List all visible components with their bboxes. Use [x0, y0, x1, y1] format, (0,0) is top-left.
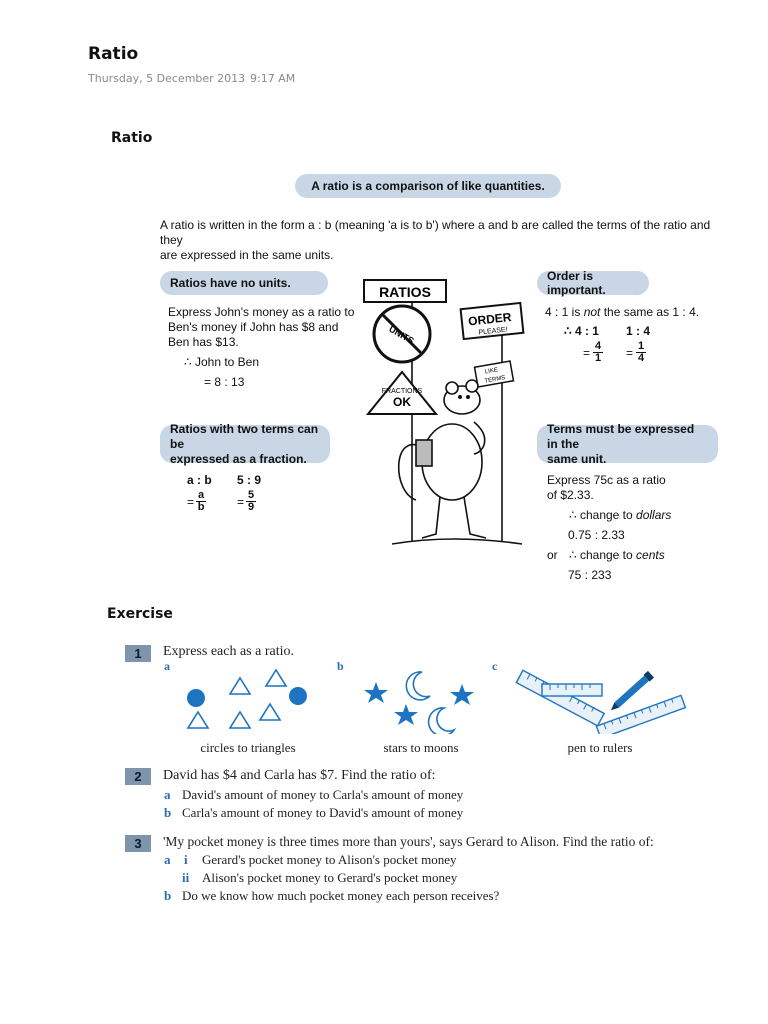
same-unit-step-3	[569, 548, 665, 563]
exercise-heading: Exercise	[107, 606, 173, 622]
question-3-number: 3	[125, 835, 151, 852]
fraction-left-den: b	[197, 501, 205, 513]
fractions-sign-text: FRACTIONS	[381, 388, 423, 395]
order-frac-b-eq	[626, 341, 646, 364]
equals-sign: =	[626, 345, 634, 360]
triangle-icon	[260, 704, 280, 720]
same-unit-line-2: of $2.33.	[547, 488, 594, 502]
fraction-pill-line-2: expressed as a fraction.	[170, 451, 307, 466]
fraction-right-den: 9	[248, 501, 255, 513]
fraction-left	[196, 490, 206, 513]
no-units-line-2: Ben's money if John has $8 and	[168, 320, 339, 334]
order-frac-a-eq	[583, 341, 603, 364]
order-frac-b-den: 4	[638, 352, 645, 364]
question-1-text: Express each as a ratio.	[163, 644, 294, 659]
pen-rulers-picture	[512, 662, 688, 734]
intro-line-2: are expressed in the same units.	[160, 248, 334, 262]
definition-pill	[295, 174, 561, 198]
ok-sign-text: OK	[393, 395, 411, 409]
question-2-number: 2	[125, 768, 151, 785]
question-3-i-label: i	[184, 852, 188, 867]
order-line-1-b: the same as 1 : 4.	[600, 305, 700, 319]
circles-triangles-picture	[178, 664, 312, 734]
moon-icon	[429, 708, 454, 734]
no-units-line-3: Ben has $13.	[168, 335, 239, 349]
fraction-left-ratio: a : b	[187, 473, 212, 487]
same-unit-or: or	[547, 548, 558, 562]
triangle-icon	[230, 712, 250, 728]
question-1-a-label: a	[164, 659, 170, 673]
star-icon	[450, 684, 474, 705]
equals-sign: =	[237, 494, 245, 509]
units-sign-text: UNITS	[387, 323, 416, 346]
question-1-c-caption: pen to rulers	[567, 740, 633, 755]
fraction-right-eq	[237, 490, 256, 513]
no-units-pill	[160, 271, 328, 295]
question-2-b-label: b	[164, 805, 172, 820]
order-line-1-a: 4 : 1 is	[545, 305, 584, 319]
same-unit-step-1-a: ∴ change to	[569, 508, 637, 522]
question-3-text: 'My pocket money is three times more than yours', says Gerard to Alison. Find the ratio of:	[163, 834, 654, 849]
same-unit-pill-line-2: same unit.	[547, 451, 607, 466]
terms-sign-text: TERMS	[484, 375, 506, 385]
no-units-example	[168, 305, 358, 390]
no-units-line-1: Express John's money as a ratio to	[168, 305, 355, 319]
cartoon-illustration	[352, 272, 530, 550]
intro-paragraph	[160, 218, 730, 263]
same-unit-step-3-a: ∴ change to	[569, 548, 637, 562]
circle-icon	[187, 689, 205, 707]
question-3-a-label: a	[164, 852, 171, 867]
order-frac-a-num: 4	[595, 340, 602, 352]
same-unit-pill-line-1: Terms must be expressed in the	[547, 421, 695, 451]
same-unit-step-2: 0.75 : 2.33	[568, 528, 625, 542]
question-3-ii-text: Alison's pocket money to Gerard's pocket money	[202, 870, 458, 885]
question-1-b-caption: stars to moons	[383, 740, 459, 755]
fraction-left-num: a	[198, 489, 205, 501]
order-ratio-b: 1 : 4	[626, 324, 651, 338]
ratios-sign-text: RATIOS	[379, 284, 431, 300]
star-icon	[394, 704, 418, 725]
page-time: 9:17 AM	[250, 72, 296, 85]
equals-sign: =	[583, 345, 591, 360]
same-unit-example	[547, 473, 666, 503]
ruler-icon	[596, 695, 685, 734]
question-1-c-label: c	[492, 659, 498, 673]
no-units-step-2: = 8 : 13	[204, 375, 245, 389]
fraction-right	[246, 490, 256, 513]
circle-icon	[289, 687, 307, 705]
question-2-a-text: David's amount of money to Carla's amount of money	[182, 787, 464, 802]
question-3-b-label: b	[164, 888, 172, 903]
question-3-b-text: Do we know how much pocket money each person receives?	[182, 888, 500, 903]
like-sign-text: LIKE	[484, 367, 499, 376]
same-unit-pill	[537, 421, 718, 466]
equals-sign: =	[187, 494, 195, 509]
order-pill	[537, 271, 649, 295]
same-unit-step-1-em: dollars	[636, 508, 672, 522]
fraction-left-eq	[187, 490, 206, 513]
question-2-text: David has $4 and Carla has $7. Find the ratio of:	[163, 768, 436, 783]
question-2-b-text: Carla's amount of money to David's amount of money	[182, 805, 464, 820]
please-sign-text: PLEASE!	[478, 326, 508, 337]
moon-icon	[406, 672, 430, 700]
question-1-a-caption: circles to triangles	[200, 740, 296, 755]
triangle-icon	[188, 712, 208, 728]
question-1-b-label: b	[337, 659, 344, 673]
fraction-right-num: 5	[248, 489, 255, 501]
intro-line-1: A ratio is written in the form a : b (meaning 'a is to b') where a and b are called the terms of the ratio and they	[160, 218, 711, 247]
order-line-1	[545, 305, 699, 320]
ruler-icon	[516, 670, 604, 726]
ruler-icon	[542, 684, 602, 696]
notes-heading: Ratio	[111, 130, 153, 146]
order-frac-a-den: 1	[595, 352, 602, 364]
fraction-right-ratio: 5 : 9	[237, 473, 262, 487]
definition-text: A ratio is a comparison of like quantities.	[311, 179, 545, 193]
triangle-icon	[266, 670, 286, 686]
order-frac-b	[636, 341, 646, 364]
order-frac-a	[593, 341, 603, 364]
order-line-1-em: not	[583, 305, 601, 319]
same-unit-line-1: Express 75c as a ratio	[547, 473, 666, 487]
order-sign-text: ORDER	[467, 309, 513, 329]
fraction-pill-line-1: Ratios with two terms can be	[170, 421, 319, 451]
no-units-pill-text: Ratios have no units.	[170, 276, 291, 290]
page-date: Thursday, 5 December 2013	[88, 72, 246, 85]
order-frac-b-num: 1	[638, 340, 645, 352]
no-units-step-1: ∴ John to Ben	[184, 355, 260, 369]
same-unit-step-4: 75 : 233	[568, 568, 612, 582]
page-title: Ratio	[88, 44, 139, 64]
order-ratio-a: ∴ 4 : 1	[564, 324, 599, 338]
order-pill-text: Order is important.	[547, 269, 606, 297]
triangle-icon	[230, 678, 250, 694]
fraction-pill	[160, 421, 330, 466]
same-unit-step-1	[569, 508, 671, 523]
question-1-number: 1	[125, 645, 151, 662]
stars-moons-picture	[364, 664, 480, 734]
question-3-ii-label: ii	[182, 870, 190, 885]
same-unit-step-3-em: cents	[636, 548, 665, 562]
question-2-a-label: a	[164, 787, 171, 802]
question-3-i-text: Gerard's pocket money to Alison's pocket money	[202, 852, 457, 867]
star-icon	[364, 682, 388, 703]
